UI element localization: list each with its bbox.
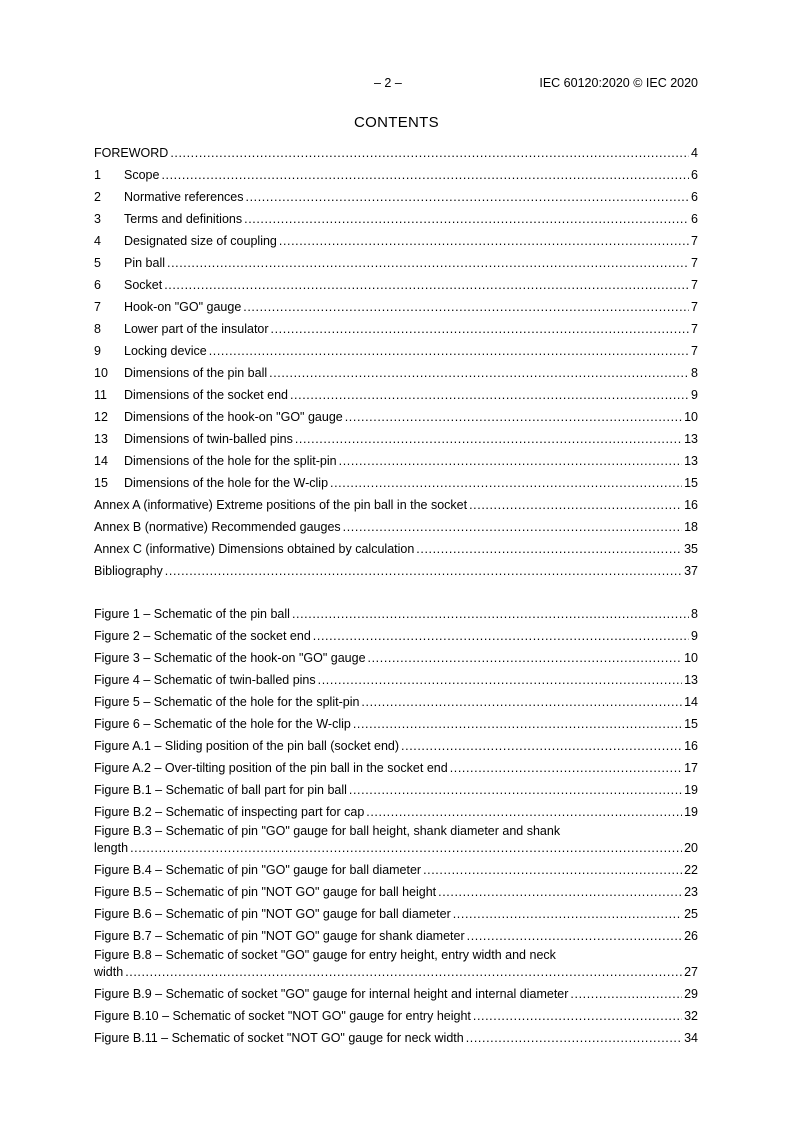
figure-entry[interactable]	[94, 757, 698, 779]
toc-entry-number: 8	[94, 322, 101, 336]
figure-entry[interactable]	[94, 603, 698, 625]
dot-leader	[438, 881, 682, 903]
figure-entry[interactable]	[94, 925, 698, 947]
figure-entry-page: 15	[684, 717, 698, 731]
figure-entry-page: 19	[684, 805, 698, 819]
toc-entry-page: 18	[684, 520, 698, 534]
toc-entry-label: Terms and definitions	[124, 212, 243, 226]
figure-entry-page: 13	[684, 673, 698, 687]
dot-leader	[292, 603, 689, 625]
figure-entry-label: Figure B.10 – Schematic of socket "NOT GO" gauge for entry height	[94, 1009, 471, 1023]
toc-entry[interactable]	[94, 142, 698, 164]
dot-leader	[423, 859, 682, 881]
toc-entry[interactable]	[94, 274, 698, 296]
dot-leader	[349, 779, 682, 801]
toc-entry-label: Dimensions of the pin ball	[124, 366, 268, 380]
toc-entry-page: 7	[691, 344, 698, 358]
dot-leader	[368, 647, 683, 669]
figure-entry[interactable]	[94, 1027, 698, 1049]
toc-entry-page: 7	[691, 234, 698, 248]
dot-leader	[466, 1027, 682, 1049]
toc-entry-label: Bibliography	[94, 564, 163, 578]
figure-entry-page: 23	[684, 885, 698, 899]
toc-entry[interactable]	[94, 472, 698, 494]
toc-entry-label: Annex B (normative) Recommended gauges	[94, 520, 341, 534]
figure-entry-page: 8	[691, 607, 698, 621]
figure-entry[interactable]	[94, 1005, 698, 1027]
figure-entry-line2	[94, 964, 698, 981]
figure-entry-label: Figure 5 – Schematic of the hole for the split-pin	[94, 695, 360, 709]
figure-entry[interactable]	[94, 903, 698, 925]
dot-leader	[339, 450, 682, 472]
dot-leader	[473, 1005, 682, 1027]
figure-entry-label: Figure B.2 – Schematic of inspecting part for cap	[94, 805, 365, 819]
toc-entry[interactable]	[94, 384, 698, 406]
toc-entry-label: Normative references	[124, 190, 244, 204]
toc-entry-label: Scope	[124, 168, 160, 182]
figure-entry-label: Figure 4 – Schematic of twin-balled pins	[94, 673, 316, 687]
figure-entry-label: Figure B.6 – Schematic of pin "NOT GO" gauge for ball diameter	[94, 907, 451, 921]
page-number: – 2 –	[374, 76, 402, 90]
toc-entry-page: 8	[691, 366, 698, 380]
dot-leader	[269, 362, 689, 384]
dot-leader	[130, 840, 682, 857]
figure-entry-page: 19	[684, 783, 698, 797]
toc-entry-label: Pin ball	[124, 256, 165, 270]
figure-entry[interactable]	[94, 859, 698, 881]
figure-entry-label: Figure 6 – Schematic of the hole for the W-clip	[94, 717, 351, 731]
figure-entry-page: 10	[684, 651, 698, 665]
toc-entry-number: 7	[94, 300, 101, 314]
toc-entry-number: 12	[94, 410, 108, 424]
document-reference: IEC 60120:2020 © IEC 2020	[539, 76, 698, 90]
toc-entry[interactable]	[94, 406, 698, 428]
figure-entry[interactable]	[94, 669, 698, 691]
dot-leader	[570, 983, 682, 1005]
dot-leader	[170, 142, 689, 164]
toc-entry-label: Annex C (informative) Dimensions obtained by calculation	[94, 542, 415, 556]
toc-entry-page: 13	[684, 432, 698, 446]
figure-entry-page: 9	[691, 629, 698, 643]
toc-entry-page: 7	[691, 278, 698, 292]
toc-entry-number: 11	[94, 388, 107, 402]
dot-leader	[318, 669, 682, 691]
toc-entry-number: 4	[94, 234, 101, 248]
toc-entry-page: 7	[691, 300, 698, 314]
toc-entry-page: 4	[691, 146, 698, 160]
figure-entry-label: Figure 3 – Schematic of the hook-on "GO" gauge	[94, 651, 366, 665]
toc-entry-page: 13	[684, 454, 698, 468]
toc-entry[interactable]	[94, 428, 698, 450]
toc-entry-number: 9	[94, 344, 101, 358]
dot-leader	[313, 625, 689, 647]
dot-leader	[467, 925, 682, 947]
toc-entry-number: 3	[94, 212, 101, 226]
figure-entry-page: 32	[684, 1009, 698, 1023]
toc-entry-label: Lower part of the insulator	[124, 322, 269, 336]
figure-entry-label: Figure B.8 – Schematic of socket "GO" gauge for entry height, entry width and neck	[94, 948, 556, 962]
toc-entry-page: 10	[684, 410, 698, 424]
figure-entry-label: Figure B.3 – Schematic of pin "GO" gauge for ball height, shank diameter and shank	[94, 824, 561, 838]
figure-entry[interactable]	[94, 779, 698, 801]
figure-entry[interactable]	[94, 691, 698, 713]
toc-entry[interactable]	[94, 186, 698, 208]
figure-entry-label: Figure 1 – Schematic of the pin ball	[94, 607, 290, 621]
figure-entry[interactable]	[94, 983, 698, 1005]
figure-entry-label: Figure B.5 – Schematic of pin "NOT GO" gauge for ball height	[94, 885, 437, 899]
toc-entry-label: FOREWORD	[94, 146, 169, 160]
dot-leader	[345, 406, 682, 428]
figure-entry-page: 14	[684, 695, 698, 709]
toc-entry[interactable]	[94, 252, 698, 274]
toc-entry-label: Hook-on "GO" gauge	[124, 300, 242, 314]
toc-entry-page: 35	[684, 542, 698, 556]
toc-entry-number: 13	[94, 432, 108, 446]
figure-entry-label: Figure B.4 – Schematic of pin "GO" gauge for ball diameter	[94, 863, 422, 877]
figure-entry[interactable]	[94, 881, 698, 903]
toc-entry[interactable]	[94, 208, 698, 230]
toc-entry-page: 9	[691, 388, 698, 402]
toc-entry[interactable]	[94, 494, 698, 516]
toc-entry[interactable]	[94, 450, 698, 472]
toc-entry-page: 7	[691, 256, 698, 270]
figure-entry-label: Figure 2 – Schematic of the socket end	[94, 629, 311, 643]
figure-entry[interactable]	[94, 713, 698, 735]
toc-entry-label: Locking device	[124, 344, 207, 358]
dot-leader	[330, 472, 682, 494]
toc-entry-label: Dimensions of the hole for the W-clip	[124, 476, 329, 490]
toc-entry[interactable]	[94, 340, 698, 362]
dot-leader	[295, 428, 682, 450]
page-header	[94, 76, 698, 92]
toc-entry-number: 15	[94, 476, 108, 490]
figure-entry-page: 16	[684, 739, 698, 753]
toc-entry-label: Dimensions of the hook-on "GO" gauge	[124, 410, 343, 424]
dot-leader	[469, 494, 682, 516]
contents-title: CONTENTS	[354, 114, 439, 131]
toc-entry-number: 2	[94, 190, 101, 204]
toc-entry[interactable]	[94, 296, 698, 318]
figure-entry-label: Figure B.11 – Schematic of socket "NOT GO" gauge for neck width	[94, 1031, 464, 1045]
figure-list	[94, 603, 698, 1049]
dot-leader	[279, 230, 689, 252]
figure-entry-page: 27	[684, 965, 698, 979]
toc-entry-label: Annex A (informative) Extreme positions of the pin ball in the socket	[94, 498, 468, 512]
figure-entry-label-cont: width	[94, 965, 124, 979]
toc-entry-page: 6	[691, 212, 698, 226]
toc-entry-label: Socket	[124, 278, 163, 292]
toc-entry-label: Designated size of coupling	[124, 234, 277, 248]
dot-leader	[353, 713, 682, 735]
dot-leader	[167, 252, 689, 274]
figure-entry-page: 29	[684, 987, 698, 1001]
figure-entry-label: Figure B.9 – Schematic of socket "GO" gauge for internal height and internal diameter	[94, 987, 569, 1001]
figure-entry[interactable]	[94, 801, 698, 823]
dot-leader	[209, 340, 689, 362]
dot-leader	[161, 164, 689, 186]
toc-entry[interactable]	[94, 318, 698, 340]
figure-entry[interactable]	[94, 625, 698, 647]
toc-entry-number: 5	[94, 256, 101, 270]
toc-entry-page: 15	[684, 476, 698, 490]
dot-leader	[243, 296, 689, 318]
toc-entry[interactable]	[94, 362, 698, 384]
figure-entry[interactable]	[94, 735, 698, 757]
dot-leader	[366, 801, 682, 823]
toc-entry-page: 6	[691, 168, 698, 182]
dot-leader	[271, 318, 690, 340]
toc-entry-label: Dimensions of twin-balled pins	[124, 432, 293, 446]
toc-entry[interactable]	[94, 538, 698, 560]
dot-leader	[450, 757, 682, 779]
figure-entry-page: 22	[684, 863, 698, 877]
figure-entry-page: 34	[684, 1031, 698, 1045]
dot-leader	[361, 691, 682, 713]
toc-entry[interactable]	[94, 516, 698, 538]
figure-entry[interactable]	[94, 823, 698, 859]
dot-leader	[416, 538, 682, 560]
toc-entry-page: 16	[684, 498, 698, 512]
figure-entry-line2	[94, 840, 698, 857]
figure-entry-label: Figure A.2 – Over-tilting position of the pin ball in the socket end	[94, 761, 448, 775]
toc-entry-number: 14	[94, 454, 108, 468]
dot-leader	[164, 274, 689, 296]
dot-leader	[244, 208, 689, 230]
toc-entry-page: 37	[684, 564, 698, 578]
toc-entry[interactable]	[94, 560, 698, 582]
figure-entry[interactable]	[94, 647, 698, 669]
dot-leader	[125, 964, 682, 981]
figure-entry-label-cont: length	[94, 841, 129, 855]
toc-entry-page: 7	[691, 322, 698, 336]
dot-leader	[165, 560, 682, 582]
figure-entry-label: Figure A.1 – Sliding position of the pin ball (socket end)	[94, 739, 400, 753]
figure-entry-label: Figure B.7 – Schematic of pin "NOT GO" gauge for shank diameter	[94, 929, 465, 943]
toc-list	[94, 142, 698, 582]
toc-entry-page: 6	[691, 190, 698, 204]
figure-entry-page: 25	[684, 907, 698, 921]
figure-entry[interactable]	[94, 947, 698, 983]
figure-entry-page: 20	[684, 841, 698, 855]
toc-entry-label: Dimensions of the socket end	[124, 388, 288, 402]
figure-entry-page: 17	[684, 761, 698, 775]
figure-entry-page: 26	[684, 929, 698, 943]
toc-entry-number: 6	[94, 278, 101, 292]
toc-entry[interactable]	[94, 164, 698, 186]
dot-leader	[401, 735, 682, 757]
dot-leader	[246, 186, 690, 208]
dot-leader	[343, 516, 682, 538]
toc-entry-number: 1	[94, 168, 101, 182]
figure-entry-label: Figure B.1 – Schematic of ball part for pin ball	[94, 783, 347, 797]
dot-leader	[290, 384, 689, 406]
toc-entry[interactable]	[94, 230, 698, 252]
toc-entry-label: Dimensions of the hole for the split-pin	[124, 454, 337, 468]
toc-entry-number: 10	[94, 366, 108, 380]
dot-leader	[453, 903, 682, 925]
